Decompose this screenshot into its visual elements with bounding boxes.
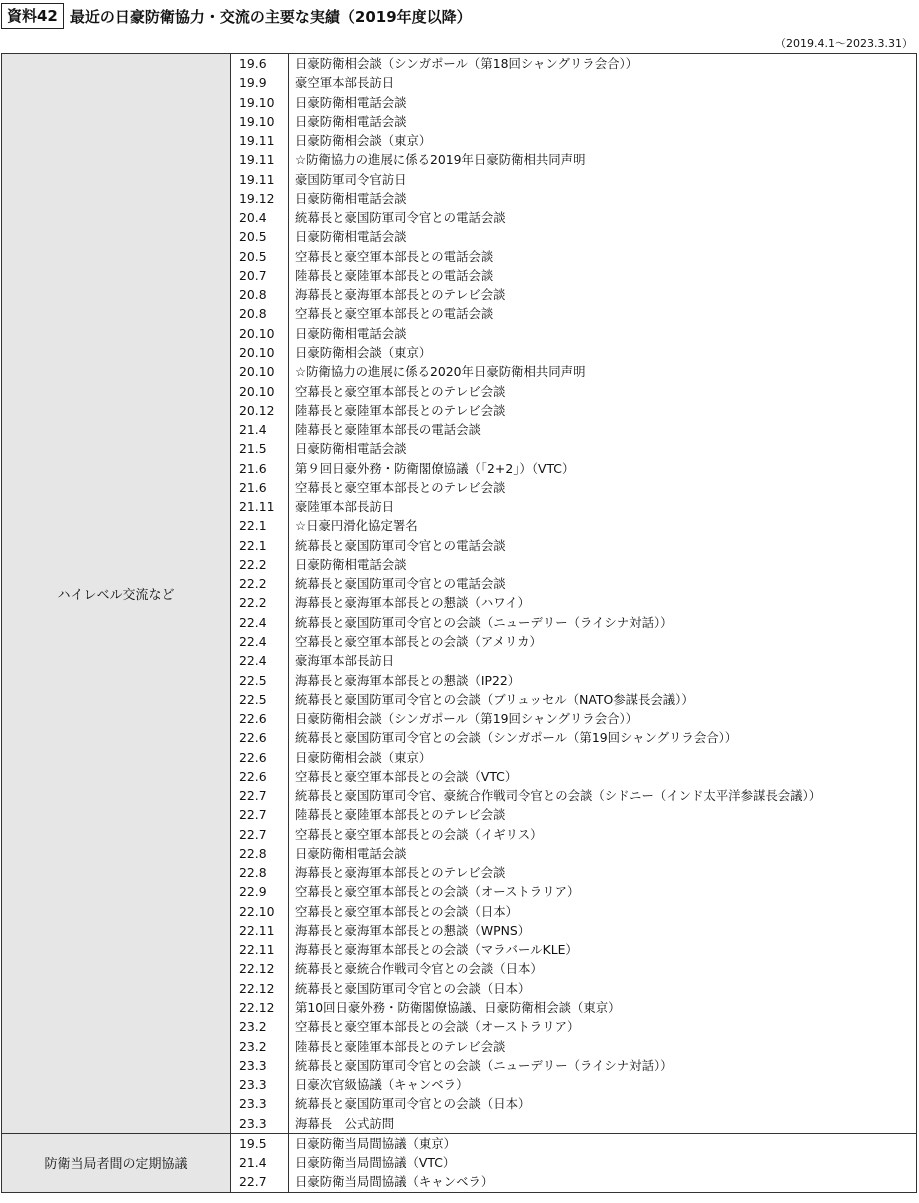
category-label: 防衛当局者間の定期協議 xyxy=(2,1133,231,1192)
event-date: 21.5 xyxy=(239,441,267,457)
event-description: 豪空軍本部長訪日 xyxy=(295,75,395,91)
event-date: 20.10 xyxy=(239,325,275,341)
document-title: 最近の日豪防衛協力・交流の主要な実績（2019年度以降） xyxy=(69,7,472,26)
event-column xyxy=(289,1133,917,1192)
event-date: 23.3 xyxy=(239,1077,267,1093)
event-date: 20.7 xyxy=(239,267,267,283)
event-date: 21.6 xyxy=(239,460,267,476)
event-date: 22.2 xyxy=(239,595,267,611)
document-badge: 資料42 xyxy=(1,3,64,29)
event-date: 22.6 xyxy=(239,768,267,784)
event-date: 22.10 xyxy=(239,903,275,919)
event-description: 日豪防衛相会談（東京） xyxy=(295,749,432,765)
event-date: 22.7 xyxy=(239,826,267,842)
event-date: 20.10 xyxy=(239,383,275,399)
event-description: 日豪防衛相会談（東京） xyxy=(295,344,432,360)
event-date: 20.8 xyxy=(239,287,267,303)
event-date: 22.8 xyxy=(239,845,267,861)
event-date: 19.11 xyxy=(239,133,275,149)
event-date: 22.12 xyxy=(239,980,275,996)
event-description: 統幕長と豪国防軍司令官との会談（シンガポール（第19回シャングリラ会合）） xyxy=(295,730,738,746)
event-date: 20.8 xyxy=(239,306,267,322)
event-date: 20.10 xyxy=(239,364,275,380)
event-date: 22.4 xyxy=(239,633,267,649)
event-description: 第10回日豪外務・防衛閣僚協議、日豪防衛相会談（東京） xyxy=(295,1000,621,1016)
event-date: 22.6 xyxy=(239,711,267,727)
event-description: 統幕長と豪国防軍司令官との電話会談 xyxy=(295,576,506,592)
event-date: 22.12 xyxy=(239,1000,275,1016)
date-column xyxy=(231,54,289,1134)
event-date: 19.11 xyxy=(239,152,275,168)
event-date: 22.12 xyxy=(239,961,275,977)
event-description: 統幕長と豪国防軍司令官との電話会談 xyxy=(295,210,506,226)
event-description: 日豪防衛当局間協議（東京） xyxy=(295,1135,457,1151)
event-date: 20.5 xyxy=(239,229,267,245)
event-description: 空幕長と豪空軍本部長との会談（オーストラリア） xyxy=(295,1019,580,1035)
event-date: 23.3 xyxy=(239,1115,267,1131)
event-description: 空幕長と豪空軍本部長との会談（オーストラリア） xyxy=(295,884,580,900)
event-date: 20.5 xyxy=(239,248,267,264)
event-description: 日豪防衛相会談（シンガポール（第18回シャングリラ会合）） xyxy=(295,56,639,71)
event-description: 日豪次官級協議（キャンベラ） xyxy=(295,1077,469,1093)
event-description: 日豪防衛相会談（東京） xyxy=(295,133,432,149)
event-date: 19.10 xyxy=(239,94,275,110)
date-column xyxy=(231,1133,289,1192)
event-description: 陸幕長と豪陸軍本部長との電話会談 xyxy=(295,267,494,283)
event-description: 統幕長と豪国防軍司令官との電話会談 xyxy=(295,537,506,553)
event-date: 22.1 xyxy=(239,537,267,553)
event-description: 空幕長と豪空軍本部長との会談（アメリカ） xyxy=(295,633,542,649)
event-date: 19.9 xyxy=(239,75,267,91)
event-date: 22.4 xyxy=(239,614,267,630)
event-date: 22.7 xyxy=(239,1174,267,1190)
event-column xyxy=(289,54,917,1134)
event-date: 23.2 xyxy=(239,1019,267,1035)
event-description: ☆防衛協力の進展に係る2020年日豪防衛相共同声明 xyxy=(295,364,586,380)
event-date: 20.12 xyxy=(239,402,275,418)
event-description: 豪陸軍本部長訪日 xyxy=(295,499,395,515)
event-description: 日豪防衛相電話会談 xyxy=(295,94,407,110)
event-description: 陸幕長と豪陸軍本部長とのテレビ会談 xyxy=(295,807,506,823)
event-date: 22.1 xyxy=(239,518,267,534)
event-date: 20.4 xyxy=(239,210,267,226)
exchange-table-body xyxy=(2,54,917,1193)
event-description: 統幕長と豪国防軍司令官、豪統合作戦司令官との会談（シドニー（インド太平洋参謀長会議）） xyxy=(295,788,822,804)
event-description: 空幕長と豪空軍本部長とのテレビ会談 xyxy=(295,383,506,399)
event-date: 22.8 xyxy=(239,865,267,881)
event-date: 22.2 xyxy=(239,556,267,572)
event-date: 19.10 xyxy=(239,113,275,129)
event-date: 22.11 xyxy=(239,922,275,938)
event-description: 日豪防衛当局間協議（キャンベラ） xyxy=(295,1174,494,1190)
event-description: ☆防衛協力の進展に係る2019年日豪防衛相共同声明 xyxy=(295,152,586,168)
event-description: 日豪防衛当局間協議（VTC） xyxy=(295,1155,456,1171)
section-row xyxy=(2,54,917,1134)
event-description: 日豪防衛相会談（シンガポール（第19回シャングリラ会合）） xyxy=(295,711,639,727)
event-date: 22.4 xyxy=(239,653,267,669)
event-description: 統幕長と豪国防軍司令官との会談（日本） xyxy=(295,980,531,996)
event-description: 統幕長と豪国防軍司令官との会談（ニューデリー（ライシナ対話）） xyxy=(295,614,673,630)
category-label: ハイレベル交流など xyxy=(2,54,231,1134)
event-description: 海幕長と豪海軍本部長との会談（マラバールKLE） xyxy=(295,942,578,958)
event-description: 統幕長と豪国防軍司令官との会談（日本） xyxy=(295,1096,531,1112)
event-description: 空幕長と豪空軍本部長との会談（イギリス） xyxy=(295,826,543,842)
period-note: （2019.4.1～2023.3.31） xyxy=(775,37,913,50)
event-description: 海幕長 公式訪問 xyxy=(295,1115,395,1131)
event-date: 22.7 xyxy=(239,788,267,804)
event-description: 海幕長と豪海軍本部長との懇談（IP22） xyxy=(295,672,521,688)
event-description: 空幕長と豪空軍本部長との会談（VTC） xyxy=(295,768,518,784)
event-description: 日豪防衛相電話会談 xyxy=(295,229,407,245)
event-description: 日豪防衛相電話会談 xyxy=(295,441,407,457)
event-date: 21.4 xyxy=(239,1155,267,1171)
event-date: 22.5 xyxy=(239,672,267,688)
event-description: 日豪防衛相電話会談 xyxy=(295,190,407,206)
event-description: 空幕長と豪空軍本部長との会談（日本） xyxy=(295,903,519,919)
event-description: 日豪防衛相電話会談 xyxy=(295,113,407,129)
event-description: 空幕長と豪空軍本部長との電話会談 xyxy=(295,306,494,322)
event-date: 19.11 xyxy=(239,171,275,187)
event-date: 22.6 xyxy=(239,730,267,746)
event-description: 豪国防軍司令官訪日 xyxy=(295,171,407,187)
event-description: 空幕長と豪空軍本部長とのテレビ会談 xyxy=(295,479,506,495)
event-description: 統幕長と豪統合作戦司令官との会談（日本） xyxy=(295,961,543,977)
event-description: 陸幕長と豪陸軍本部長とのテレビ会談 xyxy=(295,402,506,418)
event-date: 23.3 xyxy=(239,1096,267,1112)
event-date: 23.3 xyxy=(239,1057,267,1073)
section-row xyxy=(2,1133,917,1192)
event-date: 22.2 xyxy=(239,576,267,592)
event-date: 20.10 xyxy=(239,344,275,360)
event-date: 21.6 xyxy=(239,479,267,495)
event-description: 陸幕長と豪陸軍本部長とのテレビ会談 xyxy=(295,1038,506,1054)
event-description: 日豪防衛相電話会談 xyxy=(295,556,407,572)
event-description: 統幕長と豪国防軍司令官との会談（ブリュッセル（NATO参謀長会議）） xyxy=(295,691,694,707)
event-description: 空幕長と豪空軍本部長との電話会談 xyxy=(295,248,494,264)
event-date: 22.9 xyxy=(239,884,267,900)
event-description: 海幕長と豪海軍本部長との懇談（WPNS） xyxy=(295,922,531,938)
event-description: ☆日豪円滑化協定署名 xyxy=(295,518,418,534)
event-date: 21.4 xyxy=(239,422,267,438)
event-description: 日豪防衛相電話会談 xyxy=(295,325,407,341)
event-date: 23.2 xyxy=(239,1038,267,1054)
event-date: 22.6 xyxy=(239,749,267,765)
event-date: 19.12 xyxy=(239,190,275,206)
event-description: 豪海軍本部長訪日 xyxy=(295,653,395,669)
event-description: 海幕長と豪海軍本部長とのテレビ会談 xyxy=(295,865,506,881)
event-date: 21.11 xyxy=(239,499,275,515)
event-description: 海幕長と豪海軍本部長との懇談（ハワイ） xyxy=(295,595,531,611)
exchange-table xyxy=(1,53,917,1193)
event-date: 22.5 xyxy=(239,691,267,707)
event-description: 陸幕長と豪陸軍本部長の電話会談 xyxy=(295,422,481,438)
event-description: 統幕長と豪国防軍司令官との会談（ニューデリー（ライシナ対話）） xyxy=(295,1057,673,1073)
document-header xyxy=(1,2,472,30)
event-description: 海幕長と豪海軍本部長とのテレビ会談 xyxy=(295,287,506,303)
event-date: 22.11 xyxy=(239,942,275,958)
event-date: 19.6 xyxy=(239,56,267,71)
event-description: 日豪防衛相電話会談 xyxy=(295,845,407,861)
event-date: 19.5 xyxy=(239,1135,267,1151)
event-date: 22.7 xyxy=(239,807,267,823)
event-description: 第９回日豪外務・防衛閣僚協議（「2+2」）（VTC） xyxy=(295,460,575,476)
